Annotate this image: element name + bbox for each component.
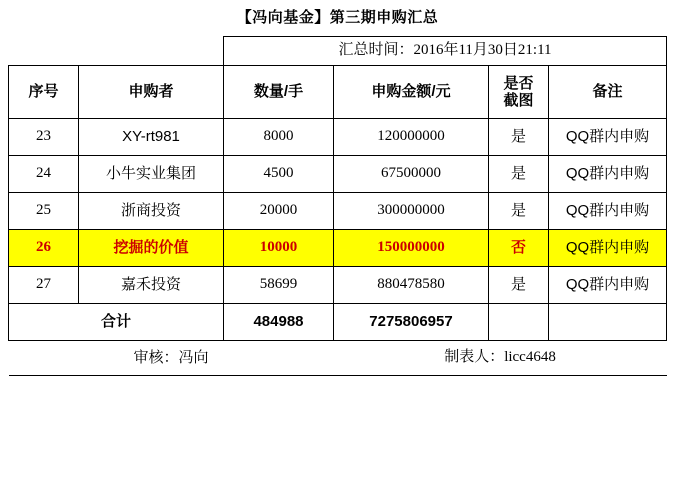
cell-applicant: 浙商投资 [79, 193, 224, 230]
table-row [9, 119, 667, 156]
cell-applicant: 嘉禾投资 [79, 267, 224, 304]
total-screenshot-empty [489, 304, 549, 341]
cell-index: 23 [9, 119, 79, 156]
table-row [9, 267, 667, 304]
cell-screenshot: 是 [489, 193, 549, 230]
cell-remark: QQ群内申购 [549, 267, 667, 304]
table-row [9, 156, 667, 193]
cell-amount: 150000000 [334, 230, 489, 267]
total-row [9, 304, 667, 341]
cell-quantity: 58699 [224, 267, 334, 304]
cell-quantity: 8000 [224, 119, 334, 156]
page-title: 【冯向基金】第三期申购汇总 [9, 0, 667, 37]
cell-index: 26 [9, 230, 79, 267]
summary-time-row [9, 37, 667, 66]
summary-table [8, 0, 667, 376]
cell-index: 24 [9, 156, 79, 193]
cell-screenshot: 是 [489, 267, 549, 304]
cell-screenshot: 否 [489, 230, 549, 267]
cell-amount: 300000000 [334, 193, 489, 230]
cell-quantity: 10000 [224, 230, 334, 267]
title-row [9, 0, 667, 37]
table-row [9, 193, 667, 230]
cell-quantity: 20000 [224, 193, 334, 230]
spacer-cell [9, 37, 224, 66]
cell-remark: QQ群内申购 [549, 156, 667, 193]
total-quantity: 484988 [224, 304, 334, 341]
footer-maker: 制表人：licc4648 [334, 341, 667, 376]
cell-applicant: 小牛实业集团 [79, 156, 224, 193]
cell-index: 25 [9, 193, 79, 230]
column-header-screenshot-line2: 截图 [503, 92, 534, 109]
total-label: 合计 [9, 304, 224, 341]
total-remark-empty [549, 304, 667, 341]
cell-applicant: 挖掘的价值 [79, 230, 224, 267]
total-amount: 7275806957 [334, 304, 489, 341]
summary-time: 汇总时间：2016年11月30日21:11 [224, 37, 667, 66]
footer-row [9, 341, 667, 376]
cell-amount: 880478580 [334, 267, 489, 304]
column-header-applicant: 申购者 [79, 66, 224, 119]
column-header-index: 序号 [9, 66, 79, 119]
cell-remark: QQ群内申购 [549, 230, 667, 267]
cell-remark: QQ群内申购 [549, 193, 667, 230]
cell-remark: QQ群内申购 [549, 119, 667, 156]
table-row-highlighted [9, 230, 667, 267]
footer-auditor: 审核：冯向 [9, 341, 334, 376]
table-header-row [9, 66, 667, 119]
cell-screenshot: 是 [489, 119, 549, 156]
column-header-amount: 申购金额/元 [334, 66, 489, 119]
cell-quantity: 4500 [224, 156, 334, 193]
cell-applicant: XY-rt981 [79, 119, 224, 156]
column-header-quantity: 数量/手 [224, 66, 334, 119]
column-header-screenshot [489, 66, 549, 119]
column-header-screenshot-line1: 是否 [503, 74, 534, 92]
cell-amount: 67500000 [334, 156, 489, 193]
cell-amount: 120000000 [334, 119, 489, 156]
column-header-remark: 备注 [549, 66, 667, 119]
cell-screenshot: 是 [489, 156, 549, 193]
cell-index: 27 [9, 267, 79, 304]
